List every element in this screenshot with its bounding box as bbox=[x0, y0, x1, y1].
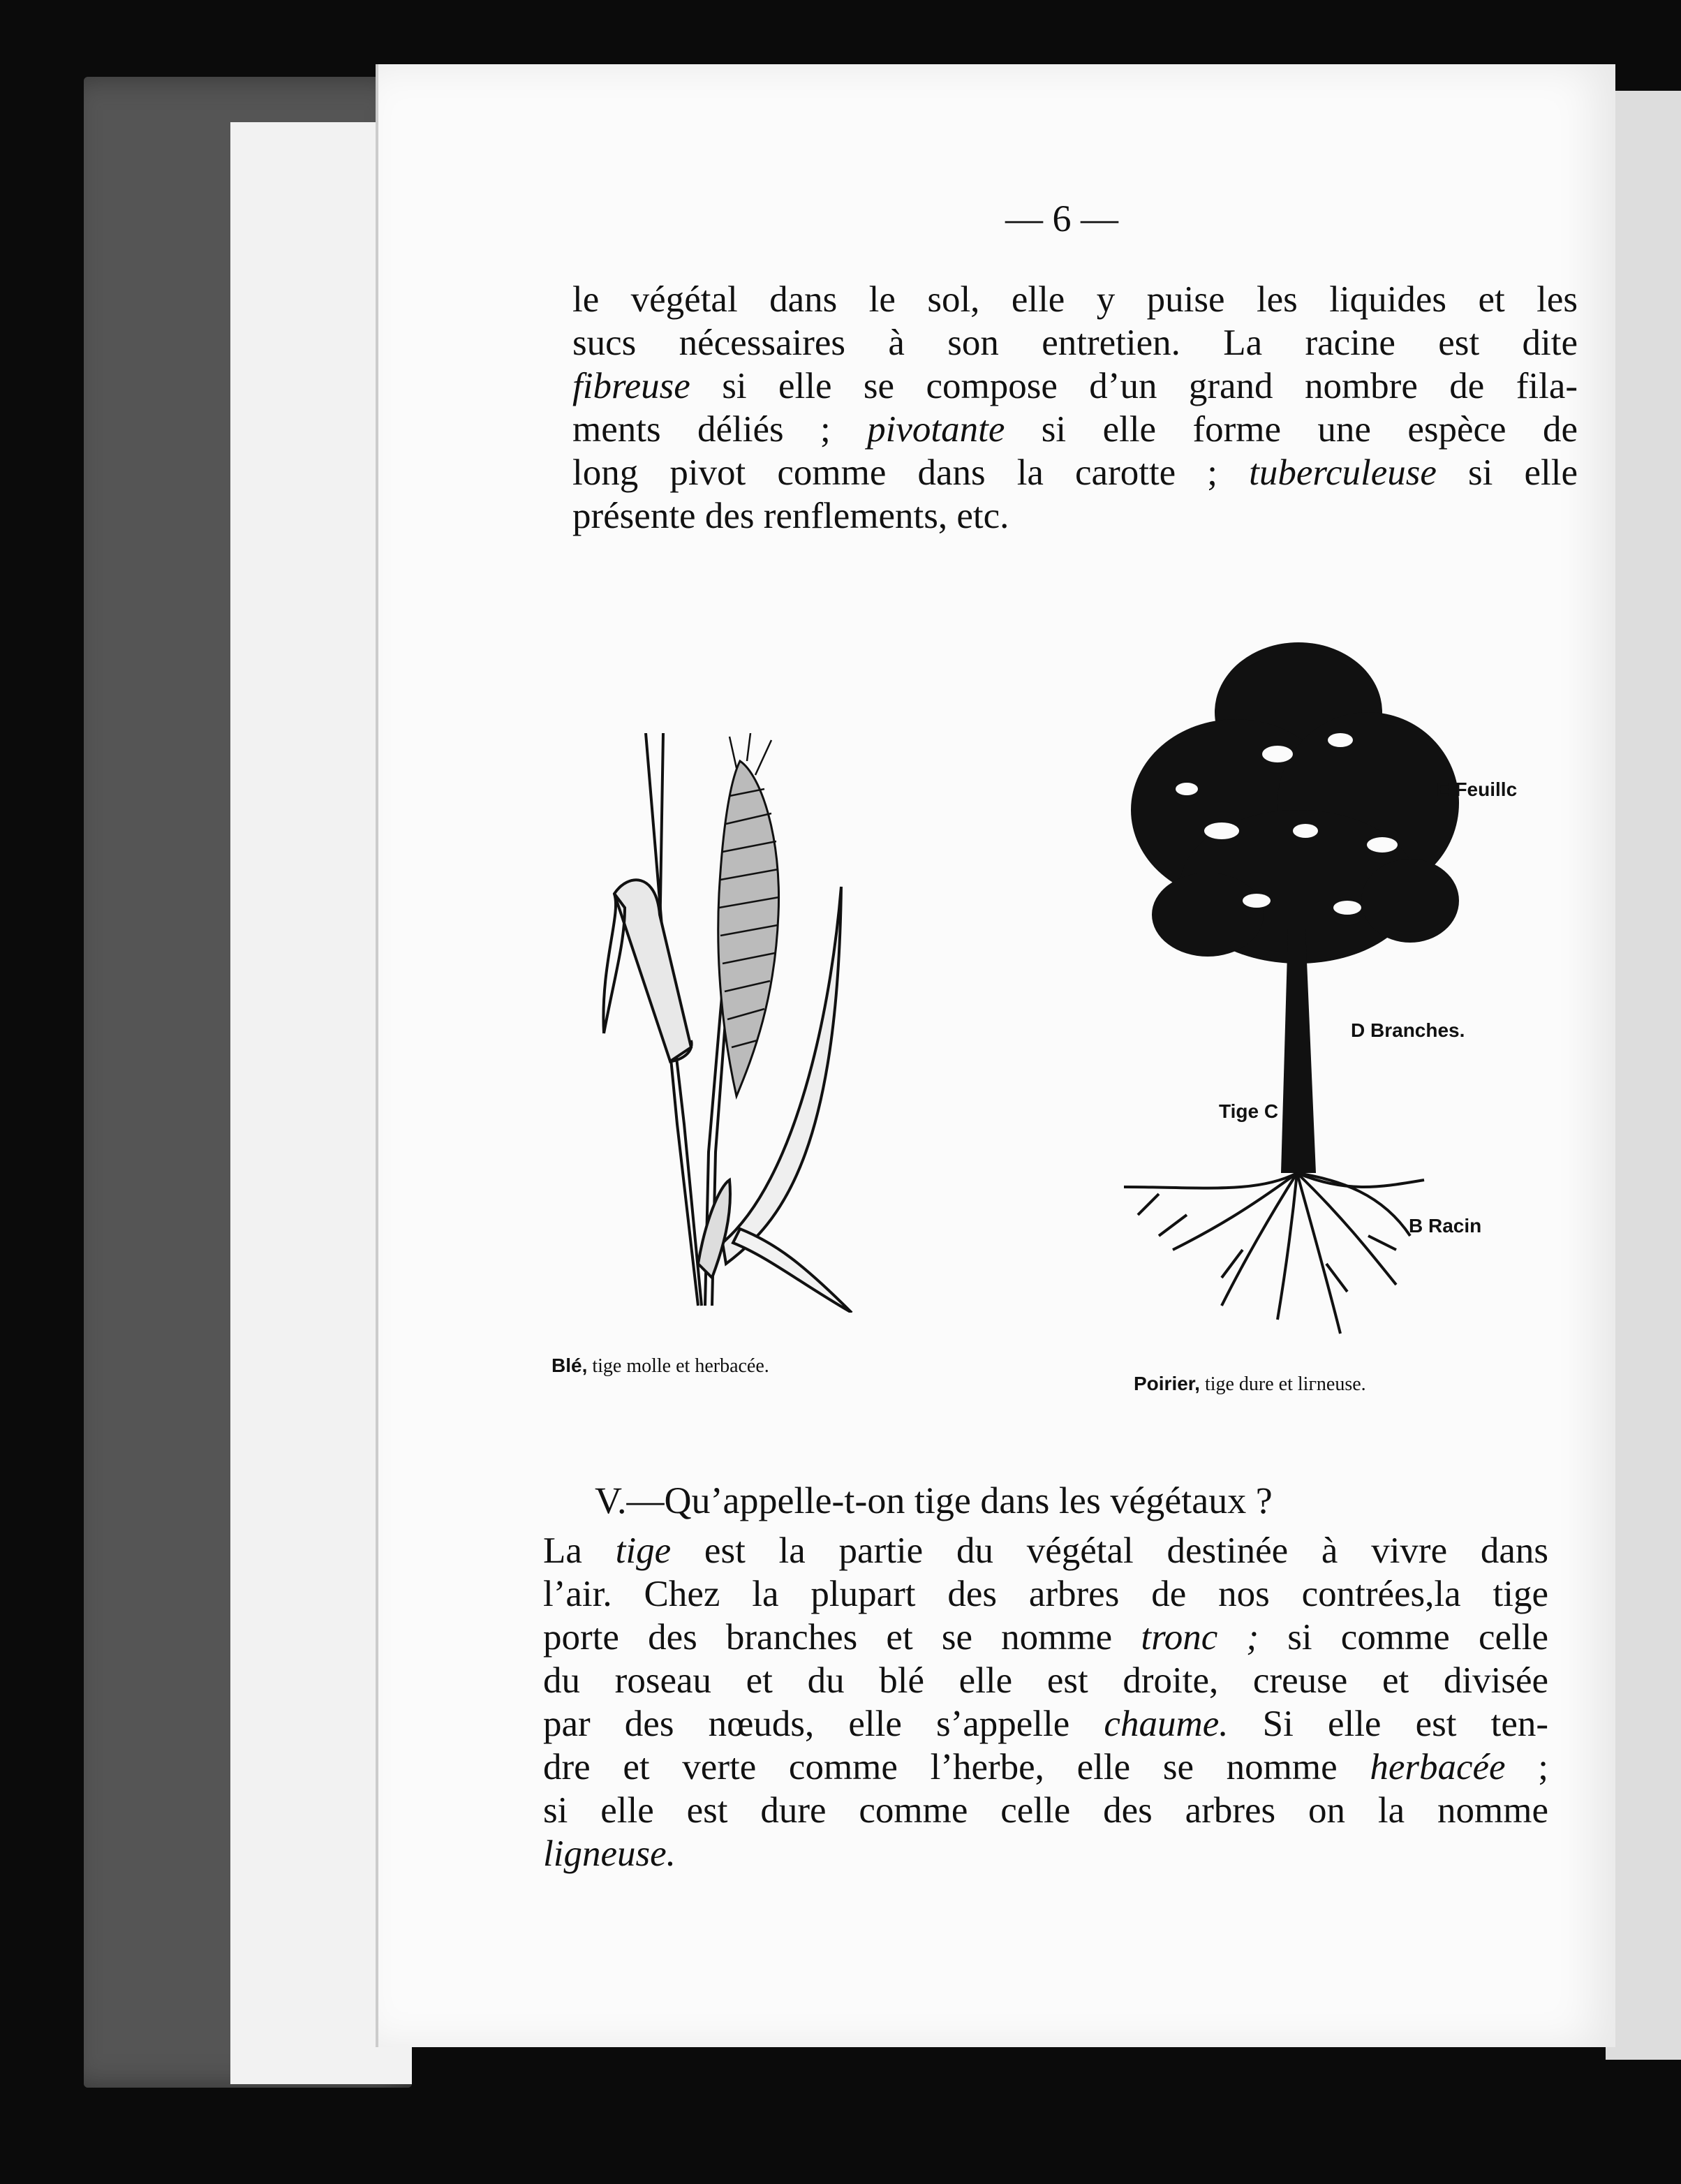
italic-term: tige bbox=[615, 1530, 672, 1571]
text-line: fibreuse si elle se compose d’un grand nombre de fila- bbox=[572, 366, 1578, 406]
page-number: — 6 — bbox=[1005, 198, 1118, 239]
text-line: si elle est dure comme celle des arbres on la nomme bbox=[543, 1790, 1548, 1831]
text-line: ments déliés ; pivotante si elle forme une espèce de bbox=[572, 409, 1578, 450]
page-fore-edge bbox=[1606, 91, 1681, 2060]
label-tige: Tige C bbox=[1219, 1100, 1279, 1122]
text-line: du roseau et du blé elle est droite, creuse et divisée bbox=[543, 1660, 1548, 1701]
text-line bbox=[543, 1832, 1548, 1875]
pear-tree-illustration bbox=[1117, 635, 1480, 1368]
italic-term: fibreuse bbox=[572, 366, 690, 406]
top-paragraph bbox=[572, 278, 1578, 538]
text-line: le végétal dans le sol, elle y puise les liquides et les bbox=[572, 279, 1578, 320]
italic-term: tronc ; bbox=[1141, 1617, 1259, 1658]
italic-term: chaume. bbox=[1104, 1704, 1229, 1744]
answer-paragraph bbox=[543, 1529, 1548, 1875]
caption-wheat: Blé, tige molle et herbacée. bbox=[551, 1355, 769, 1377]
text-line: dre et verte comme l’herbe, elle se nomme herbacée ; bbox=[543, 1747, 1548, 1787]
text-line: long pivot comme dans la carotte ; tuberculeuse si elle bbox=[572, 452, 1578, 493]
text-line: La tige est la partie du végétal destinée à vivre dans bbox=[543, 1530, 1549, 1571]
italic-term: tuberculeuse bbox=[1249, 452, 1437, 493]
caption-pear: Poirier, tige dure et liгneuse. bbox=[1134, 1373, 1366, 1395]
text-line: l’air. Chez la plupart des arbres de nos contrées,la tige bbox=[543, 1574, 1548, 1614]
question-heading: V.—Qu’appelle-t-on tige dans les végétaux ? bbox=[595, 1480, 1273, 1521]
text-line: présente des renflements, etc. bbox=[572, 496, 1009, 536]
text-line: sucs nécessaires à son entretien. La racine est dite bbox=[572, 323, 1578, 363]
text-line: porte des branches et se nomme tronc ; si comme celle bbox=[543, 1617, 1548, 1658]
italic-term: pivotante bbox=[867, 409, 1005, 450]
text-line: par des nœuds, elle s’appelle chaume. Si elle est ten- bbox=[543, 1704, 1548, 1744]
italic-term: ligneuse. bbox=[543, 1833, 676, 1874]
label-feuille: E Feuillс bbox=[1437, 779, 1518, 800]
italic-term: herbacée bbox=[1370, 1747, 1506, 1787]
wheat-illustration bbox=[572, 733, 880, 1313]
label-racine: B Racin bbox=[1409, 1215, 1482, 1237]
label-branches: D Branches. bbox=[1351, 1019, 1465, 1041]
